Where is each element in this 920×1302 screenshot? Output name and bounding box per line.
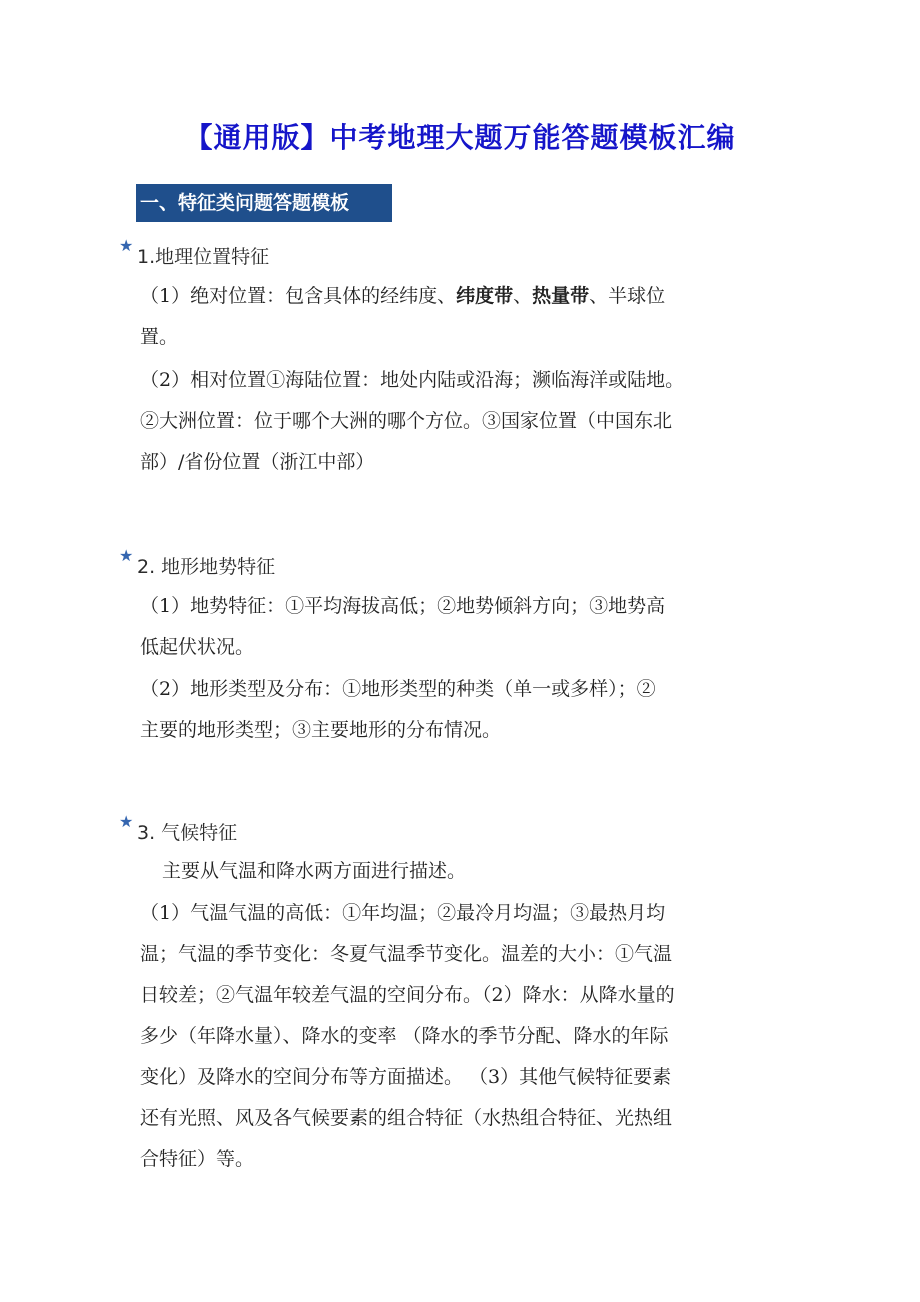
star-icon: ★ (119, 236, 134, 255)
star-icon: ★ (119, 546, 134, 565)
text-line: 低起伏状况。 (140, 636, 255, 658)
text-line: （2）相对位置①海陆位置：地处内陆或沿海；濒临海洋或陆地。 (140, 369, 685, 391)
paragraph-temperature-precipitation (140, 893, 790, 1180)
paragraph-absolute-location (140, 276, 790, 358)
text-line: 部）/省份位置（浙江中部） (140, 451, 375, 473)
text-line: 多少（年降水量）、降水的变率 （降水的季节分配、降水的年际 (140, 1025, 669, 1047)
text-line: （1）气温气温的高低：①年均温；②最冷月均温；③最热月均 (140, 902, 666, 924)
section-banner: 一、特征类问题答题模板 (136, 184, 392, 222)
text-line: 温；气温的季节变化：冬夏气温季节变化。温差的大小：①气温 (140, 943, 673, 965)
text-line: 主要从气温和降水两方面进行描述。 (162, 860, 467, 882)
text-line: 还有光照、风及各气候要素的组合特征（水热组合特征、光热组 (140, 1107, 673, 1129)
text-run: 、 (513, 285, 533, 307)
paragraph-relief (140, 586, 790, 668)
text-line: 合特征）等。 (140, 1148, 255, 1170)
text-line: 主要的地形类型；③主要地形的分布情况。 (140, 719, 502, 741)
text-line (140, 276, 790, 317)
paragraph-relative-location (140, 360, 790, 483)
bold-term-latitude-zone: 纬度带 (456, 285, 514, 307)
document-title: 【通用版】中考地理大题万能答题模板汇编 (184, 121, 736, 154)
text-line: （2）地形类型及分布：①地形类型的种类（单一或多样）；② (140, 678, 656, 700)
paragraph-climate-intro (162, 851, 812, 892)
paragraph-landform (140, 669, 790, 751)
text-line: 日较差；②气温年较差气温的空间分布。（2）降水：从降水量的 (140, 984, 675, 1006)
heading-text: 1.地理位置特征 (137, 246, 270, 268)
text-line: ②大洲位置：位于哪个大洲的哪个方位。③国家位置（中国东北 (140, 410, 673, 432)
bold-term-thermal-zone: 热量带 (532, 285, 590, 307)
text-line: 置。 (140, 326, 179, 348)
text-run: （1）绝对位置：包含具体的经纬度、 (140, 285, 457, 307)
text-line: （1）地势特征：①平均海拔高低；②地势倾斜方向；③地势高 (140, 595, 666, 617)
star-icon: ★ (119, 812, 134, 831)
text-line: 变化）及降水的空间分布等方面描述。 （3）其他气候特征要素 (140, 1066, 672, 1088)
heading-text: 3. 气候特征 (137, 822, 238, 844)
heading-text: 2. 地形地势特征 (137, 556, 276, 578)
text-run: 、半球位 (589, 285, 666, 307)
